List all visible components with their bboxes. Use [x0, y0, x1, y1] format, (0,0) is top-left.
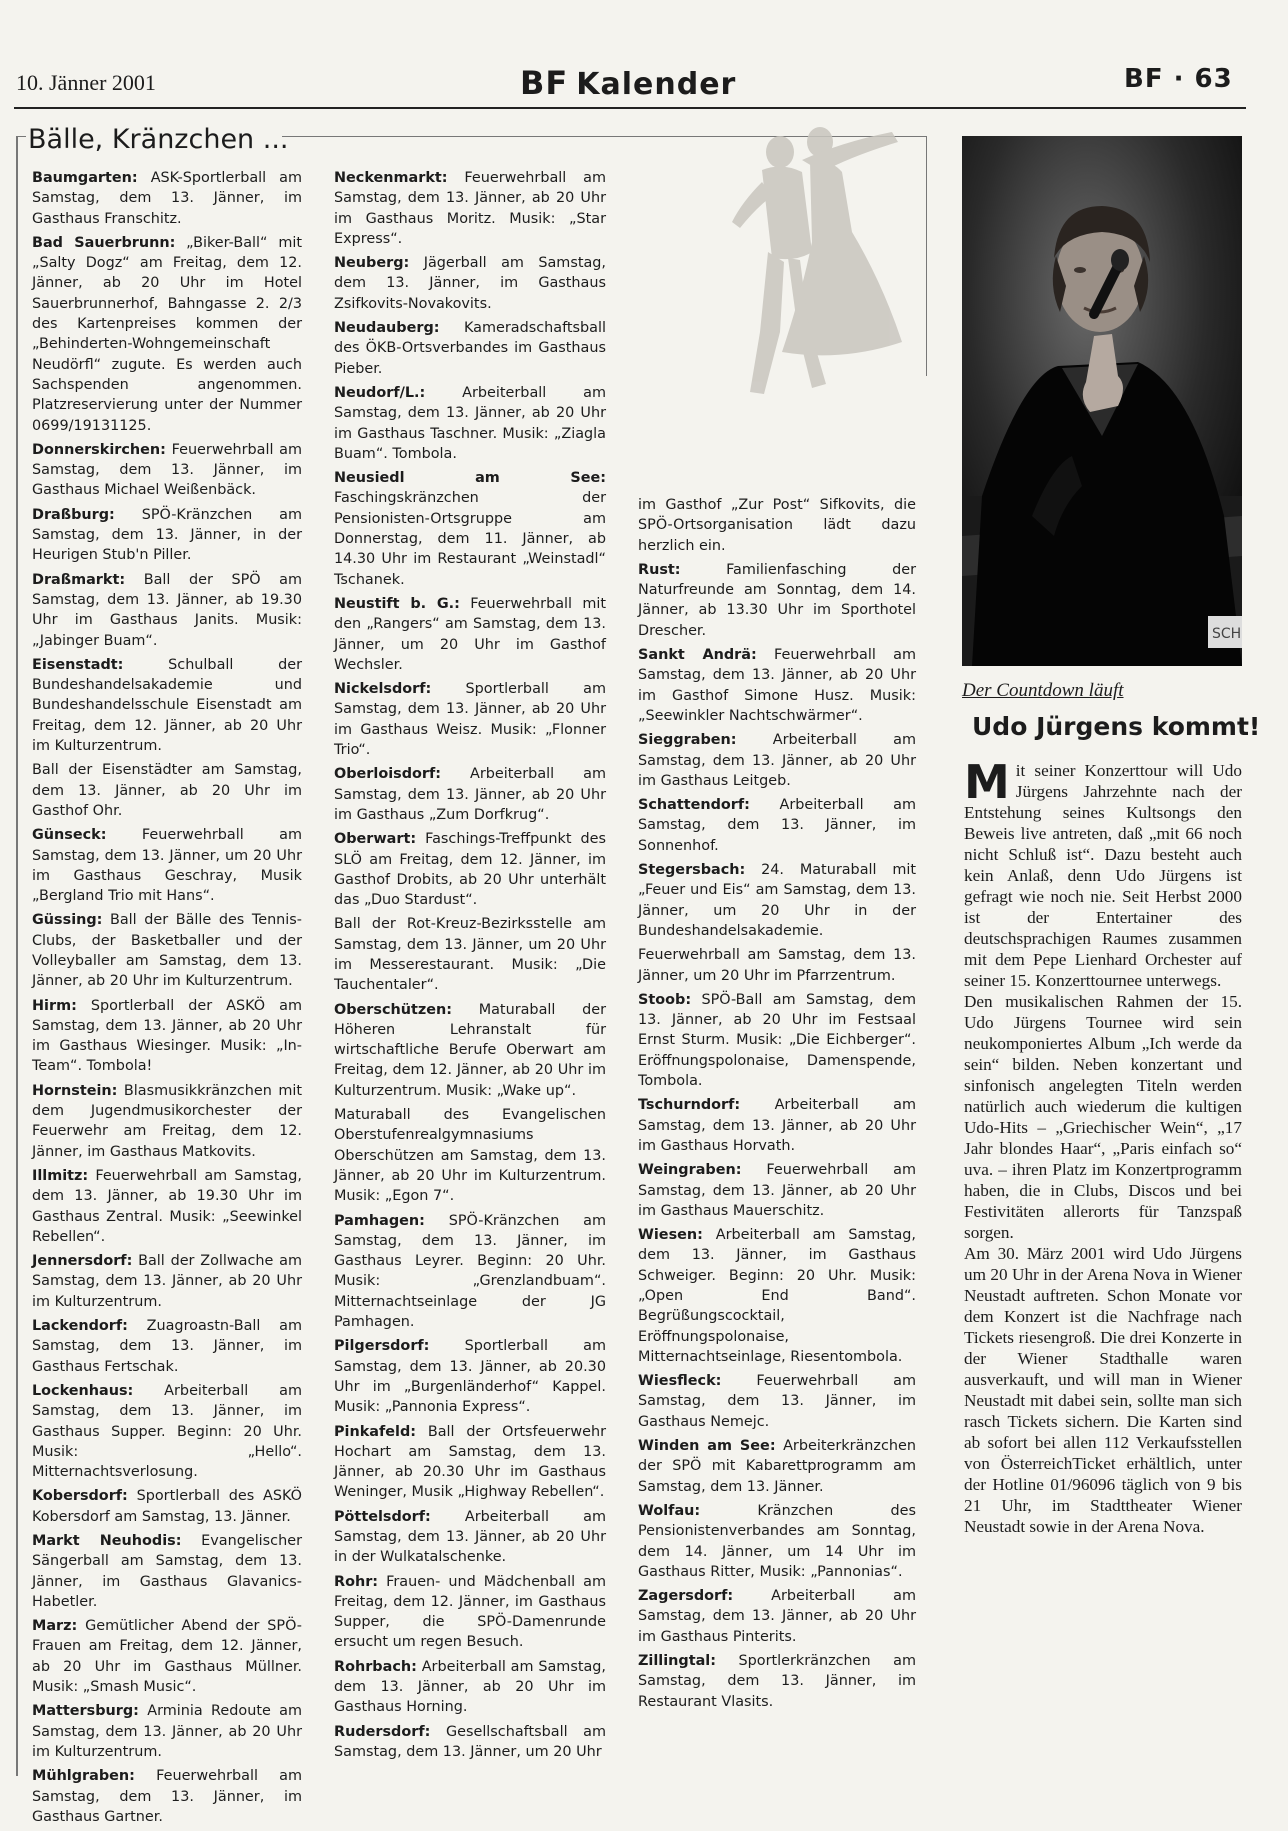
- event-details: Sportlerball des ASKÖ Kobersdorf am Samstag, 13. Jänner.: [32, 1488, 302, 1525]
- event-listing: [32, 440, 302, 501]
- event-listing: [334, 1211, 606, 1333]
- event-place: Kobersdorf:: [32, 1488, 128, 1505]
- event-place: Zagersdorf:: [638, 1588, 734, 1605]
- event-place: Rohrbach:: [334, 1658, 417, 1675]
- header-rule: [14, 107, 1246, 109]
- event-place: Pilgersdorf:: [334, 1338, 430, 1355]
- event-place: Baumgarten:: [32, 170, 138, 186]
- event-listing: [32, 570, 302, 651]
- event-listing: [32, 1081, 302, 1162]
- event-details: Zuagroastn-Ball am Samstag, dem 13. Jänner, im Gasthaus Fertschak.: [32, 1318, 302, 1375]
- listing-column-1: [32, 168, 302, 1831]
- event-details: Feuerwehrball am Samstag, dem 13. Jänner, um 20 Uhr im Pfarrzentrum.: [638, 947, 916, 984]
- event-details: Arbeiterball am Samstag, dem 13. Jänner, ab 20 Uhr im Gasthaus Horvath.: [638, 1097, 916, 1154]
- event-listing: [334, 764, 606, 825]
- event-place: Mühlgraben:: [32, 1768, 135, 1785]
- event-listing: [638, 1651, 916, 1712]
- issue-date: 10. Jänner 2001: [16, 70, 156, 95]
- event-details: Maturaball des Evangelischen Oberstufenrealgymnasiums Oberschützen am Samstag, dem 13. Jänner, ab 20 Uhr im Kulturzentrum. Musik: „Egon 7“.: [334, 1107, 606, 1205]
- event-place: Stegersbach:: [638, 862, 746, 879]
- article-kicker: Der Countdown läuft: [962, 680, 1124, 701]
- event-details: Ball der SPÖ am Samstag, dem 13. Jänner, ab 19.30 Uhr im Gasthaus Janits. Musik: „Jabinger Buam“.: [32, 571, 302, 649]
- event-place: Oberwart:: [334, 831, 417, 848]
- event-place: Pinkafeld:: [334, 1423, 417, 1440]
- event-details: Maturaball der Höheren Lehranstalt für wirtschaftliche Berufe Oberwart am Freitag, dem 12. Jänner, ab 20 Uhr im Kulturzentrum. Musik: „Wake up“.: [334, 1001, 606, 1099]
- event-place: Güssing:: [32, 912, 103, 929]
- event-listing: [32, 505, 302, 566]
- event-details: Gesellschaftsball am Samstag, dem 13. Jänner, um 20 Uhr: [334, 1723, 606, 1760]
- event-listing: [334, 468, 606, 590]
- event-place: Wiesfleck:: [638, 1373, 722, 1390]
- event-listing: [32, 1166, 302, 1247]
- event-place: Donnerskirchen:: [32, 441, 166, 458]
- event-listing: [334, 1722, 606, 1763]
- event-place: Stoob:: [638, 991, 692, 1008]
- event-details: Arbeiterball am Samstag, dem 13. Jänner, im Sonnenhof.: [638, 797, 916, 854]
- section-frame-left: [16, 136, 18, 1776]
- event-place: Weingraben:: [638, 1162, 742, 1179]
- event-details: Arbeiterball am Samstag, dem 13. Jänner, ab 20 Uhr im Gasthaus Horning.: [334, 1658, 606, 1716]
- event-details: Ball der Bälle des Tennis-Clubs, der Basketballer und der Volleyballer am Samstag, dem 13. Jänner, ab 20 Uhr im Kulturzentrum.: [32, 912, 302, 990]
- event-listing: [32, 1766, 302, 1827]
- event-listing: [638, 730, 916, 791]
- event-details: Feuerwehrball am Samstag, dem 13. Jänner, im Gasthaus Gartner.: [32, 1768, 302, 1825]
- event-details: Arbeiterball am Samstag, dem 13. Jänner, ab 20 Uhr im Gasthaus Leitgeb.: [638, 732, 916, 789]
- event-place: Eisenstadt:: [32, 656, 124, 673]
- listing-column-2: [334, 168, 606, 1766]
- event-listing: [32, 1251, 302, 1312]
- event-details: Faschings-Treffpunkt des SLÖ am Freitag, dem 12. Jänner, im Gasthof Drobits, ab 20 Uhr unterhält das „Duo Stardust“.: [334, 831, 606, 909]
- event-details: Frauen- und Mädchenball am Freitag, dem 12. Jänner, im Gasthaus Supper, die SPÖ-Damenrunde ersucht um regen Besuch.: [334, 1573, 606, 1651]
- event-place: Hornstein:: [32, 1082, 118, 1099]
- event-listing: [32, 1486, 302, 1527]
- event-details: Arbeiterball am Samstag, dem 13. Jänner, ab 20 Uhr in der Wulkatalschenke.: [334, 1508, 606, 1566]
- page-number: BF · 63: [1124, 64, 1233, 94]
- event-listing: [334, 679, 606, 760]
- event-place: Neustift b. G.:: [334, 595, 460, 612]
- event-place: Schattendorf:: [638, 797, 750, 814]
- event-listing: [334, 1657, 606, 1718]
- event-listing: [638, 945, 916, 986]
- event-place: Markt Neuhodis:: [32, 1533, 182, 1549]
- event-listing: [334, 383, 606, 464]
- event-listing: [334, 253, 606, 314]
- event-place: Neudauberg:: [334, 320, 440, 337]
- event-listing: [638, 1586, 916, 1647]
- article-paragraph: Am 30. März 2001 wird Udo Jürgens um 20 Uhr in der Arena Nova in Wiener Neustadt auftreten. Schon Monate vor dem Konzert ist die Nachfrage nach Tickets riesengroß. Die drei Konzerte in der Wiener Stadthalle waren ausverkauft, und will man in Wiener Neustadt mit dabei sein, sollte man sich rasch Tickets sichern. Die Karten sind ab sofort bei allen 112 Verkaufsstellen von ÖsterreichTicket erhältlich, unter der Hotline 01/96096 täglich von 9 bis 21 Uhr, im Stadttheater Wiener Neustadt sowie in der Arena Nova.: [964, 1244, 1242, 1536]
- event-place: Tschurndorf:: [638, 1097, 741, 1114]
- event-place: Lackendorf:: [32, 1318, 128, 1335]
- article-headline: Udo Jürgens kommt!: [972, 712, 1261, 741]
- event-place: Rust:: [638, 561, 681, 578]
- event-details: Feuerwehrball am Samstag, dem 13. Jänner, im Gasthaus Michael Weißenbäck.: [32, 441, 302, 499]
- event-listing: [32, 1381, 302, 1482]
- event-details: Blasmusikkränzchen mit dem Jugendmusikorchester der Feuerwehr am Freitag, dem 12. Jänner, im Gasthaus Matkovits.: [32, 1082, 302, 1160]
- event-listing: [638, 495, 916, 556]
- event-listing: [638, 795, 916, 856]
- section-title: Bälle, Kränzchen ...: [28, 124, 289, 155]
- event-place: Mattersburg:: [32, 1703, 139, 1720]
- event-details: Arbeiterball am Samstag, dem 13. Jänner, ab 20 Uhr im Gasthaus Taschner. Musik: „Ziagla Buam“. Tombola.: [334, 384, 606, 462]
- event-place: Illmitz:: [32, 1167, 89, 1184]
- event-details: Feuerwehrball am Samstag, dem 13. Jänner, um 20 Uhr im Gasthaus Geschray, Musik „Bergland Trio mit Hans“.: [32, 827, 302, 905]
- event-details: im Gasthof „Zur Post“ Sifkovits, die SPÖ-Ortsorganisation lädt dazu herzlich ein.: [638, 497, 916, 554]
- listing-column-3: [638, 495, 916, 1716]
- event-details: Arminia Redoute am Samstag, dem 13. Jänner, ab 20 Uhr im Kulturzentrum.: [32, 1703, 302, 1760]
- event-details: Arbeiterball am Samstag, dem 13. Jänner, ab 20 Uhr im Gasthaus „Zum Dorfkrug“.: [334, 766, 606, 823]
- event-details: Schulball der Bundeshandelsakademie und Bundeshandelsschule Eisenstadt am Freitag, dem 12. Jänner, ab 20 Uhr im Kulturzentrum.: [32, 656, 302, 755]
- article-paragraph: Den musikalischen Rahmen der 15. Udo Jürgens Tournee wird sein neukomponiertes Album „Ich werde da sein“ bilden. Neben konzertant und sinfonisch angelegten Titeln werden natürlich auch wiederum die kultigen Udo-Hits – „Griechischer Wein“, „17 Jahr blondes Haar“, „Paris einfach so“ uva. – ihren Platz im Konzertprogramm haben, die in Clubs, Discos und bei Festivitäten allerorts für Tanzspaß sorgen.: [964, 992, 1242, 1242]
- event-details: SPÖ-Kränzchen am Samstag, dem 13. Jänner, im Gasthaus Leyrer. Beginn: 20 Uhr. Musik: „Grenzlandbuam“. Mitternachtseinlage der JG Pamhagen.: [334, 1212, 606, 1331]
- event-place: Oberschützen:: [334, 1001, 452, 1018]
- event-listing: [638, 1095, 916, 1156]
- event-details: Feuerwehrball am Samstag, dem 13. Jänner, ab 20 Uhr im Gasthaus Moritz. Musik: „Star Express“.: [334, 170, 606, 247]
- event-listing: [32, 825, 302, 906]
- event-details: 24. Maturaball mit „Feuer und Eis“ am Samstag, dem 13. Jänner, um 20 Uhr in der Bundeshandelsakademie.: [638, 862, 916, 939]
- event-details: Sportlerball am Samstag, dem 13. Jänner, ab 20.30 Uhr im „Burgenländerhof“ Kappel. Musik: „Pannonia Express“.: [334, 1338, 606, 1416]
- event-place: Zillingtal:: [638, 1653, 716, 1670]
- photo-sign-text: SCH: [1212, 626, 1242, 642]
- event-listing: [334, 318, 606, 379]
- event-listing: [32, 1316, 302, 1377]
- event-details: Feuerwehrball am Samstag, dem 13. Jänner, ab 20 Uhr im Gasthaus Mauerschitz.: [638, 1162, 916, 1219]
- event-place: Sieggraben:: [638, 732, 737, 749]
- event-details: Sportlerball am Samstag, dem 13. Jänner, ab 20 Uhr im Gasthaus Weisz. Musik: „Flonner Trio“.: [334, 681, 606, 759]
- event-details: Evangelischer Sängerball am Samstag, dem 13. Jänner, im Gasthaus Glavanics-Habetler.: [32, 1533, 302, 1610]
- event-listing: [638, 1371, 916, 1432]
- event-listing: [334, 1105, 606, 1206]
- event-details: Faschingskränzchen der Pensionisten-Ortsgruppe am Donnerstag, dem 11. Jänner, ab 14.30 Uhr im Restaurant „Weinstadl“ Tschanek.: [334, 490, 606, 588]
- event-details: ASK-Sportlerball am Samstag, dem 13. Jänner, im Gasthaus Franschitz.: [32, 170, 302, 227]
- event-details: Jägerball am Samstag, dem 13. Jänner, im Gasthaus Zsifkovits-Novakovits.: [334, 255, 606, 312]
- event-place: Neudorf/L.:: [334, 384, 426, 401]
- event-listing: [334, 1000, 606, 1101]
- event-listing: [32, 910, 302, 991]
- event-details: Arbeiterball am Samstag, dem 13. Jänner, ab 20 Uhr im Gasthaus Pinterits.: [638, 1588, 916, 1645]
- article-dropcap: M: [964, 755, 1010, 809]
- event-details: SPÖ-Ball am Samstag, dem 13. Jänner, ab 20 Uhr im Festsaal Ernst Sturm. Musik: „Die Eichberger“. Eröffnungspolonaise, Damenspende, Tombola.: [638, 991, 916, 1090]
- event-place: Hirm:: [32, 997, 77, 1014]
- event-place: Pöttelsdorf:: [334, 1508, 431, 1525]
- event-details: Feuerwehrball am Samstag, dem 13. Jänner, ab 20 Uhr im Gasthof Simone Husz. Musik: „Seewinkler Nachtschwärmer“.: [638, 647, 916, 724]
- event-listing: [638, 1501, 916, 1582]
- event-listing: [638, 560, 916, 641]
- event-details: Ball der Ortsfeuerwehr Hochart am Samstag, dem 13. Jänner, ab 20.30 Uhr im Gasthaus Weninger, Musik „Highway Rebellen“.: [334, 1423, 606, 1501]
- event-listing: [334, 594, 606, 675]
- event-place: Neckenmarkt:: [334, 170, 448, 186]
- event-listing: [32, 1701, 302, 1762]
- bf-logo: BF: [520, 64, 569, 102]
- event-listing: [334, 168, 606, 249]
- event-listing: [32, 760, 302, 821]
- event-listing: [32, 1616, 302, 1697]
- event-details: Ball der Eisenstädter am Samstag, dem 13. Jänner, ab 20 Uhr im Gasthof Ohr.: [32, 762, 302, 819]
- event-details: Feuerwehrball am Samstag, dem 13. Jänner, im Gasthaus Nemejc.: [638, 1373, 916, 1430]
- event-place: Bad Sauerbrunn:: [32, 234, 176, 251]
- section-frame-tick: [16, 136, 26, 137]
- event-listing: [32, 168, 302, 229]
- singer-photo: [962, 136, 1242, 666]
- event-place: Neuberg:: [334, 255, 410, 272]
- event-place: Draßmarkt:: [32, 571, 126, 588]
- article-paragraph: it seiner Konzerttour will Udo Jürgens Jahrzehnte nach der Entstehung seines Kultsongs den Beweis live antreten, daß „mit 66 noch nicht Schluß ist“. Dazu besteht auch kein Anlaß, denn Udo Jürgens ist gefragt wie noch nie. Seit Herbst 2000 ist der Entertainer des deutschsprachigen Raumes zusammen mit dem Pepe Lienhard Orchester auf seiner 15. Konzerttournee unterwegs.: [964, 761, 1242, 990]
- event-place: Oberloisdorf:: [334, 766, 442, 783]
- event-listing: [334, 1422, 606, 1503]
- event-place: Jennersdorf:: [32, 1253, 133, 1270]
- event-listing: [638, 1225, 916, 1367]
- event-details: Familienfasching der Naturfreunde am Sonntag, dem 14. Jänner, ab 13.30 Uhr im Sporthotel Drescher.: [638, 561, 916, 639]
- event-listing: [334, 1572, 606, 1653]
- article-body: [964, 755, 1242, 1537]
- event-details: Sportlerball der ASKÖ am Samstag, dem 13. Jänner, ab 20 Uhr im Gasthaus Wiesinger. Musik: „In-Team“. Tombola!: [32, 997, 302, 1075]
- event-listing: [334, 914, 606, 995]
- event-place: Lockenhaus:: [32, 1382, 134, 1399]
- event-details: Arbeiterball am Samstag, dem 13. Jänner, im Gasthaus Schweiger. Beginn: 20 Uhr. Musik: „Open End Band“. Begrüßungscocktail, Eröffnungspolonaise, Mitternachtseinlage, Riesentombola.: [638, 1227, 916, 1365]
- section-logo: [520, 64, 736, 102]
- event-place: Pamhagen:: [334, 1212, 425, 1229]
- event-listing: [638, 1160, 916, 1221]
- event-listing: [32, 1531, 302, 1612]
- event-place: Rohr:: [334, 1573, 379, 1590]
- event-listing: [638, 645, 916, 726]
- dancing-couple-illustration: [702, 112, 932, 410]
- section-name: Kalender: [576, 67, 737, 102]
- event-details: Ball der Rot-Kreuz-Bezirksstelle am Samstag, dem 13. Jänner, um 20 Uhr im Messerestaurant. Musik: „Die Tauchentaler“.: [334, 916, 606, 994]
- event-place: Günseck:: [32, 827, 107, 844]
- event-listing: [638, 990, 916, 1091]
- event-listing: [334, 1336, 606, 1417]
- event-place: Wiesen:: [638, 1227, 703, 1244]
- event-place: Nickelsdorf:: [334, 681, 432, 698]
- event-details: Feuerwehrball mit den „Rangers“ am Samstag, dem 13. Jänner, um 20 Uhr im Gasthof Wechsler.: [334, 595, 607, 673]
- event-place: Sankt Andrä:: [638, 647, 757, 664]
- event-details: Ball der Zollwache am Samstag, dem 13. Jänner, ab 20 Uhr im Kulturzentrum.: [32, 1253, 302, 1310]
- event-place: Draßburg:: [32, 506, 115, 523]
- event-place: Neusiedl am See:: [334, 470, 606, 487]
- event-place: Marz:: [32, 1618, 78, 1635]
- event-details: Kameradschaftsball des ÖKB-Ortsverbandes im Gasthaus Pieber.: [334, 320, 606, 377]
- event-listing: [334, 1507, 606, 1568]
- event-details: Sportlerkränzchen am Samstag, dem 13. Jänner, im Restaurant Vlasits.: [638, 1653, 916, 1710]
- event-listing: [638, 1436, 916, 1497]
- event-details: Kränzchen des Pensionistenverbandes am Sonntag, dem 14. Jänner, um 14 Uhr im Gasthaus Ritter, Musik: „Pannonias“.: [638, 1502, 916, 1580]
- event-details: Gemütlicher Abend der SPÖ-Frauen am Freitag, dem 12. Jänner, ab 20 Uhr im Gasthaus Müllner. Musik: „Smash Music“.: [32, 1618, 302, 1696]
- event-place: Rudersdorf:: [334, 1723, 431, 1740]
- event-listing: [32, 655, 302, 756]
- event-place: Winden am See:: [638, 1438, 776, 1455]
- event-details: SPÖ-Kränzchen am Samstag, dem 13. Jänner, in der Heurigen Stub'n Piller.: [32, 506, 302, 564]
- event-listing: [334, 829, 606, 910]
- event-listing: [32, 996, 302, 1077]
- event-details: Arbeiterball am Samstag, dem 13. Jänner, im Gasthaus Supper. Beginn: 20 Uhr. Musik: „Hello“. Mitternachtsverlosung.: [32, 1382, 302, 1481]
- event-details: Arbeiterkränzchen der SPÖ mit Kabarettprogramm am Samstag, dem 13. Jänner.: [638, 1438, 916, 1495]
- event-listing: [32, 233, 302, 436]
- event-place: Wolfau:: [638, 1502, 701, 1519]
- event-details: „Biker-Ball“ mit „Salty Dogz“ am Freitag, dem 12. Jänner, ab 20 Uhr im Hotel Sauerbrunnerhof, Bahngasse 2. 2/3 des Kartenpreises kommen der „Behinderten-Wohngemeinschaft Neudörfl“ zugute. Es werden auch Sachspenden angenommen. Platzreservierung unter der Nummer 0699/19131125.: [32, 234, 302, 434]
- event-details: Feuerwehrball am Samstag, dem 13. Jänner, ab 19.30 Uhr im Gasthaus Zentral. Musik: „Seewinkel Rebellen“.: [32, 1167, 302, 1245]
- event-listing: [638, 860, 916, 941]
